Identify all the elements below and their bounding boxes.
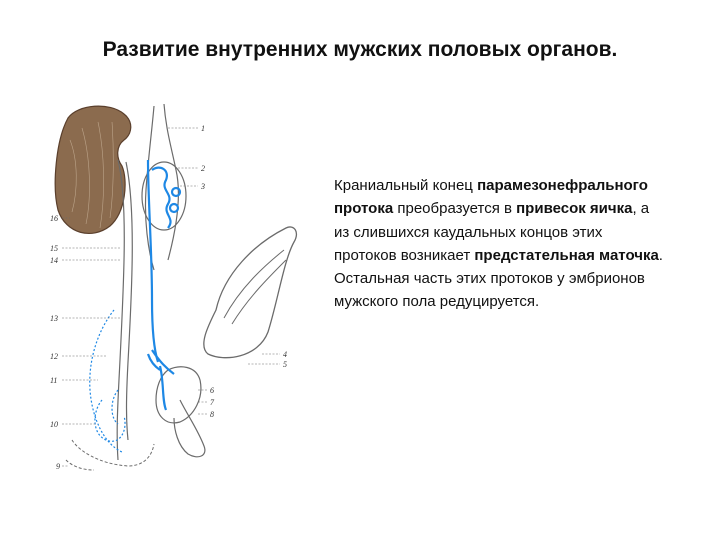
label-6: 6 (210, 386, 214, 395)
label-14: 14 (50, 256, 58, 265)
label-16: 16 (50, 214, 58, 223)
label-7: 7 (210, 398, 214, 407)
label-11: 11 (50, 376, 58, 385)
label-4: 4 (283, 350, 287, 359)
label-1: 1 (201, 124, 205, 133)
label-2: 2 (201, 164, 205, 173)
description-text (334, 174, 664, 314)
term-paramesonephric-duct: парамезонефрального протока (334, 177, 648, 218)
label-leaders-left (62, 218, 120, 466)
desc-part: . Остальная часть этих протоков у эмбрионов мужского пола редуцируется. (334, 246, 663, 311)
label-10: 10 (50, 420, 58, 429)
term-appendix-testis: привесок яичка (516, 200, 633, 218)
desc-part: Краниальный конец (334, 177, 478, 194)
label-9: 9 (56, 462, 60, 471)
label-8: 8 (210, 410, 214, 419)
anatomy-diagram (48, 100, 310, 480)
slide-title: Развитие внутренних мужских половых органов. (102, 38, 618, 61)
desc-part: преобразуется в (393, 200, 517, 218)
reduced-duct-dotted (90, 310, 125, 452)
desc-part: , а из слившихся каудальных концов этих протоков возникает (334, 200, 650, 264)
label-13: 13 (50, 314, 58, 323)
prostatic-utricle-duct (148, 350, 174, 410)
seminal-vesicle (204, 227, 297, 358)
term-prostatic-utricle: предстательная маточка (474, 246, 659, 264)
label-5: 5 (283, 360, 287, 369)
label-15: 15 (50, 244, 58, 253)
label-leaders-right (168, 128, 280, 414)
label-12: 12 (50, 352, 58, 361)
label-3: 3 (201, 182, 205, 191)
epididymis-duct (148, 160, 180, 362)
